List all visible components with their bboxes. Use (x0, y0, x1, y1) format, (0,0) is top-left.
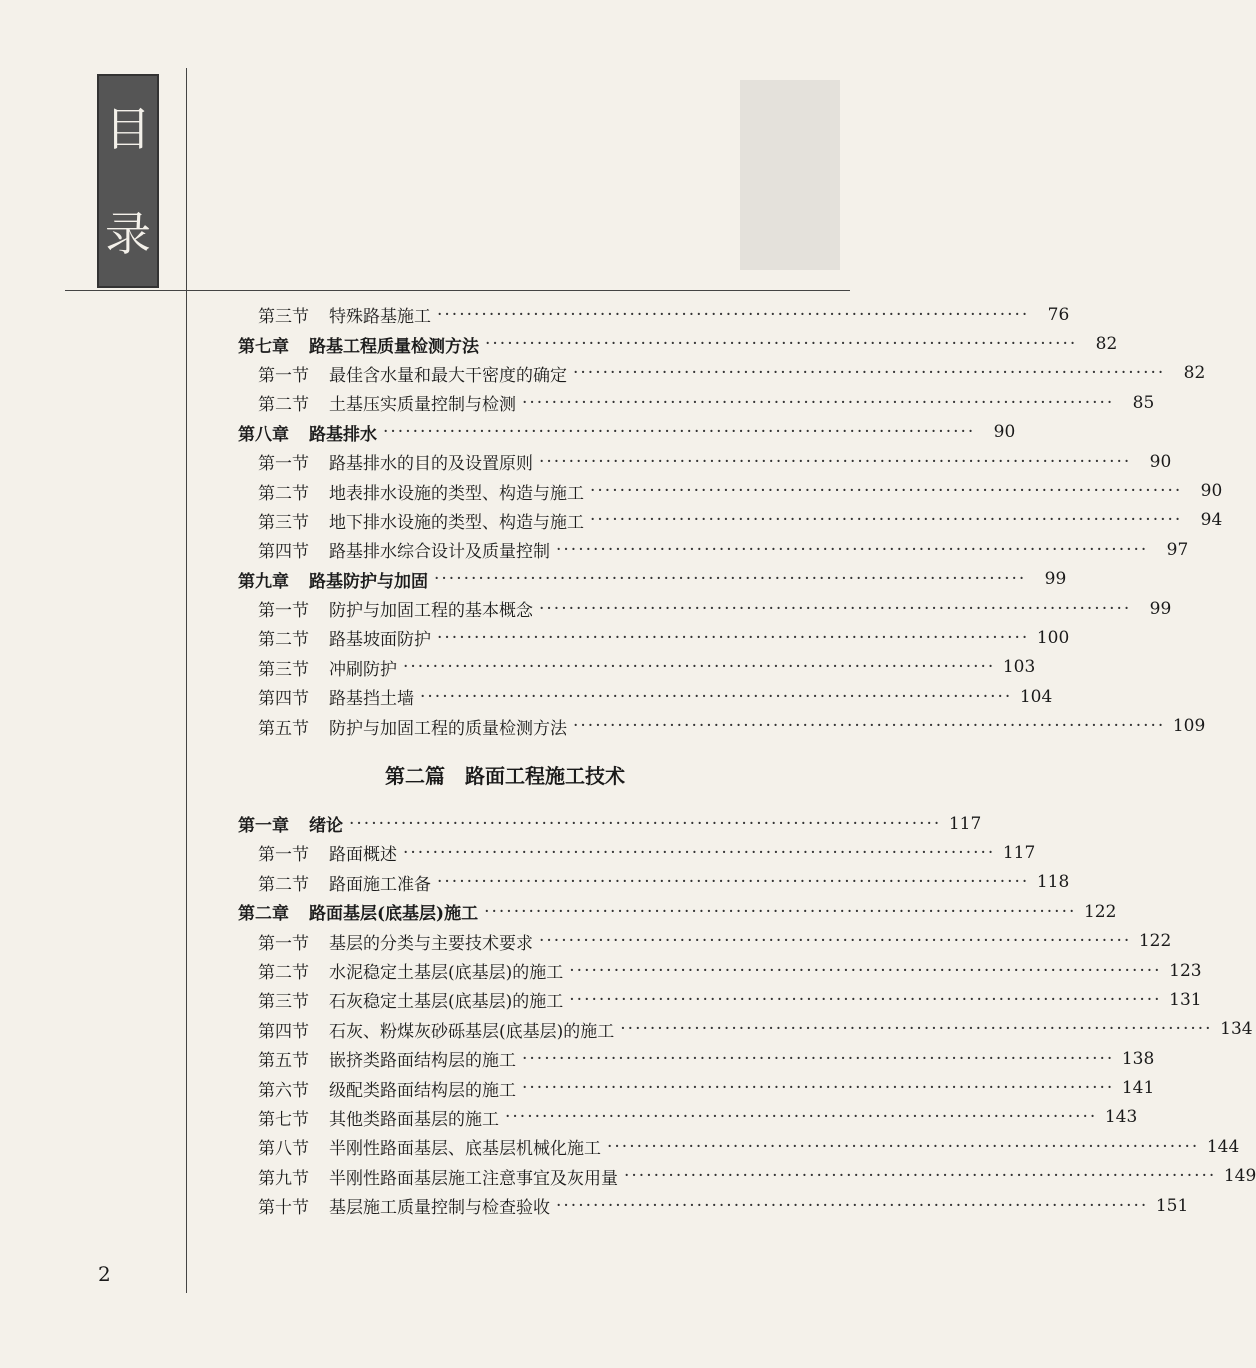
toc-entry-page: 134 (1220, 1019, 1253, 1040)
toc-entry-label: 第四节 (258, 689, 309, 710)
toc-chapter-entry[interactable] (200, 897, 1117, 926)
toc-entry-label: 第二节 (258, 963, 309, 983)
toc-entry-page: 118 (1036, 872, 1070, 893)
toc-entry-page: 151 (1155, 1195, 1189, 1216)
toc-section-entry[interactable] (200, 535, 1189, 564)
toc-chapter-entry[interactable] (200, 329, 1118, 358)
toc-leader-dots: ················································································ (590, 510, 1183, 531)
toc-entry-page: 122 (1083, 901, 1117, 922)
toc-leader-dots: ················································································ (607, 1136, 1200, 1157)
toc-entry-page: 141 (1121, 1078, 1155, 1099)
toc-entry-title: 嵌挤类路面结构层的施工 (329, 1051, 516, 1072)
toc-entry-page: 138 (1121, 1048, 1155, 1069)
toc-leader-dots: ················································································ (556, 1195, 1149, 1216)
toc-section-entry[interactable] (200, 623, 1070, 652)
toc-entry-title: 石灰、粉煤灰砂砾基层(底基层)的施工 (329, 1021, 615, 1042)
toc-entry-page: 143 (1104, 1107, 1138, 1128)
toc-chapter-entry[interactable] (200, 418, 1016, 447)
toc-leader-dots: ················································································ (522, 392, 1115, 413)
toc-entry-title: 基层的分类与主要技术要求 (329, 933, 533, 954)
toc-leader-dots: ················································································ (420, 686, 1013, 707)
toc-leader-dots: ················································································ (522, 1048, 1115, 1069)
toc-leader-dots: ················································································ (505, 1107, 1098, 1128)
toc-leader-dots: ················································································ (624, 1166, 1217, 1187)
toc-entry-page: 117 (948, 813, 982, 834)
toc-entry-page: 90 (993, 422, 1016, 443)
toc-entry-page: 144 (1206, 1136, 1240, 1157)
toc-entry-label: 第一节 (258, 845, 309, 866)
toc-entry-page: 149 (1223, 1166, 1256, 1187)
toc-entry-title: 路基坡面防护 (329, 630, 431, 651)
toc-entry-label: 第三节 (258, 307, 309, 328)
toc-entry-page: 82 (1095, 334, 1118, 355)
toc-section-entry[interactable] (200, 838, 1036, 867)
toc-entry-label: 第二节 (258, 630, 309, 651)
toc-entry-label: 第九章 (238, 571, 289, 592)
part-label: 第二篇 (385, 764, 445, 789)
table-of-contents (200, 300, 1256, 1220)
toc-section-entry[interactable] (200, 956, 1202, 985)
toc-leader-dots: ················································································ (539, 598, 1132, 619)
toc-entry-page: 90 (1200, 481, 1223, 502)
toc-entry-label: 第二节 (258, 874, 309, 895)
toc-entry-page: 90 (1149, 451, 1172, 472)
toc-leader-dots: ················································································ (349, 813, 942, 834)
toc-entry-page: 131 (1169, 989, 1202, 1010)
toc-entry-title: 路基防护与加固 (309, 571, 428, 592)
toc-entry-label: 第三节 (258, 512, 309, 533)
toc-section-entry[interactable] (200, 985, 1202, 1014)
toc-leader-dots: ················································································ (569, 960, 1162, 981)
toc-entry-title: 土基压实质量控制与检测 (329, 395, 516, 416)
toc-entry-title: 地下排水设施的类型、构造与施工 (329, 512, 584, 533)
toc-leader-dots: ················································································ (437, 872, 1030, 893)
toc-section-entry[interactable] (200, 653, 1036, 682)
toc-entry-page: 109 (1172, 716, 1206, 737)
toc-entry-page: 100 (1036, 627, 1070, 648)
horizontal-rule (65, 290, 850, 291)
toc-entry-title: 路面施工准备 (329, 874, 431, 895)
toc-entry-title: 路基工程质量检测方法 (309, 336, 479, 357)
toc-entry-label: 第四节 (258, 542, 309, 563)
toc-entry-title: 路面概述 (329, 845, 397, 866)
toc-list-part-one (200, 300, 1223, 741)
toc-leader-dots: ················································································ (437, 627, 1030, 648)
toc-leader-dots: ················································································ (485, 334, 1078, 355)
toc-entry-title: 基层施工质量控制与检查验收 (329, 1198, 550, 1219)
toc-entry-label: 第一章 (238, 816, 289, 837)
toc-entry-title: 防护与加固工程的基本概念 (329, 601, 533, 622)
part-heading (200, 741, 810, 809)
toc-entry-label: 第一节 (258, 365, 309, 386)
page-number: 2 (98, 1262, 111, 1286)
toc-entry-label: 第八节 (258, 1139, 309, 1160)
toc-entry-label: 第三节 (258, 992, 309, 1013)
toc-leader-dots: ················································································ (539, 931, 1132, 952)
toc-entry-title: 最佳含水量和最大干密度的确定 (329, 365, 567, 386)
toc-leader-dots: ················································································ (573, 716, 1166, 737)
toc-section-entry[interactable] (200, 1191, 1189, 1220)
toc-section-entry[interactable] (200, 868, 1070, 897)
toc-leader-dots: ················································································ (556, 539, 1149, 560)
toc-entry-label: 第七章 (238, 336, 289, 357)
vertical-rule (186, 68, 187, 1293)
toc-entry-title: 特殊路基施工 (329, 307, 431, 328)
toc-entry-label: 第九节 (258, 1168, 309, 1189)
toc-section-entry[interactable] (200, 594, 1172, 623)
toc-section-entry[interactable] (200, 476, 1223, 505)
toc-leader-dots: ················································································ (590, 481, 1183, 502)
toc-entry-page: 85 (1132, 392, 1155, 413)
toc-entry-page: 99 (1044, 569, 1067, 590)
toc-entry-label: 第三节 (258, 659, 309, 680)
toc-leader-dots: ················································································ (522, 1078, 1115, 1099)
toc-entry-page: 76 (1047, 304, 1070, 325)
toc-entry-label: 第五节 (258, 1051, 309, 1072)
bleed-through-header (740, 80, 840, 270)
toc-section-entry[interactable] (200, 1044, 1155, 1073)
toc-entry-label: 第八章 (238, 424, 289, 445)
toc-entry-label: 第一节 (258, 933, 309, 954)
part-title: 路面工程施工技术 (465, 764, 625, 789)
toc-entry-label: 第二节 (258, 395, 309, 416)
toc-leader-dots: ················································································ (383, 422, 976, 443)
toc-entry-title: 路基挡土墙 (329, 689, 414, 710)
toc-entry-page: 97 (1166, 539, 1189, 560)
toc-section-entry[interactable] (200, 300, 1070, 329)
toc-entry-page: 99 (1149, 598, 1172, 619)
toc-leader-dots: ················································································ (620, 1019, 1213, 1040)
toc-entry-label: 第十节 (258, 1198, 309, 1219)
toc-section-entry[interactable] (200, 1015, 1253, 1044)
toc-leader-dots: ················································································ (434, 569, 1027, 590)
toc-chapter-entry[interactable] (200, 809, 982, 838)
title-char: 录 (105, 206, 151, 261)
toc-entry-title: 冲刷防护 (329, 659, 397, 680)
toc-section-entry[interactable] (200, 926, 1172, 955)
toc-entry-title: 路基排水的目的及设置原则 (329, 454, 533, 475)
toc-entry-label: 第二章 (238, 904, 289, 925)
toc-entry-title: 半刚性路面基层施工注意事宜及灰用量 (329, 1168, 618, 1189)
toc-entry-title: 石灰稳定土基层(底基层)的施工 (329, 992, 564, 1013)
toc-leader-dots: ················································································ (484, 901, 1077, 922)
toc-entry-title: 防护与加固工程的质量检测方法 (329, 718, 567, 739)
toc-leader-dots: ················································································ (569, 989, 1162, 1010)
title-char: 目 (105, 101, 151, 156)
toc-section-entry[interactable] (200, 711, 1206, 740)
toc-leader-dots: ················································································ (573, 363, 1166, 384)
toc-entry-title: 级配类路面结构层的施工 (329, 1080, 516, 1101)
toc-entry-label: 第一节 (258, 601, 309, 622)
toc-entry-page: 82 (1183, 363, 1206, 384)
toc-entry-page: 123 (1169, 960, 1202, 981)
toc-section-entry[interactable] (200, 1103, 1138, 1132)
toc-leader-dots: ················································································ (403, 842, 996, 863)
toc-list-part-two (200, 809, 1256, 1220)
toc-section-entry[interactable] (200, 506, 1223, 535)
toc-entry-label: 第六节 (258, 1080, 309, 1101)
toc-entry-title: 路基排水 (309, 424, 377, 445)
toc-entry-title: 绪论 (309, 816, 343, 837)
toc-entry-page: 117 (1002, 842, 1036, 863)
toc-entry-label: 第五节 (258, 718, 309, 739)
toc-leader-dots: ················································································ (437, 304, 1030, 325)
toc-section-entry[interactable] (200, 1132, 1240, 1161)
toc-entry-label: 第七节 (258, 1109, 309, 1130)
toc-entry-page: 104 (1019, 686, 1053, 707)
toc-section-entry[interactable] (200, 1073, 1155, 1102)
toc-leader-dots: ················································································ (403, 657, 996, 678)
toc-entry-title: 路基排水综合设计及质量控制 (329, 542, 550, 563)
toc-entry-title: 其他类路面基层的施工 (329, 1109, 499, 1130)
toc-section-entry[interactable] (200, 359, 1206, 388)
toc-section-entry[interactable] (200, 1162, 1256, 1191)
toc-section-entry[interactable] (200, 447, 1172, 476)
toc-entry-title: 地表排水设施的类型、构造与施工 (329, 483, 584, 504)
toc-entry-title: 路面基层(底基层)施工 (309, 904, 479, 925)
toc-section-entry[interactable] (200, 682, 1053, 711)
toc-title-box (97, 74, 159, 288)
toc-entry-label: 第二节 (258, 483, 309, 504)
toc-entry-page: 103 (1002, 657, 1036, 678)
toc-entry-title: 半刚性路面基层、底基层机械化施工 (329, 1139, 601, 1160)
toc-section-entry[interactable] (200, 388, 1155, 417)
toc-entry-page: 94 (1200, 510, 1223, 531)
toc-entry-page: 122 (1138, 931, 1172, 952)
toc-entry-label: 第一节 (258, 454, 309, 475)
toc-entry-label: 第四节 (258, 1021, 309, 1042)
toc-chapter-entry[interactable] (200, 565, 1067, 594)
toc-leader-dots: ················································································ (539, 451, 1132, 472)
toc-entry-title: 水泥稳定土基层(底基层)的施工 (329, 963, 564, 983)
